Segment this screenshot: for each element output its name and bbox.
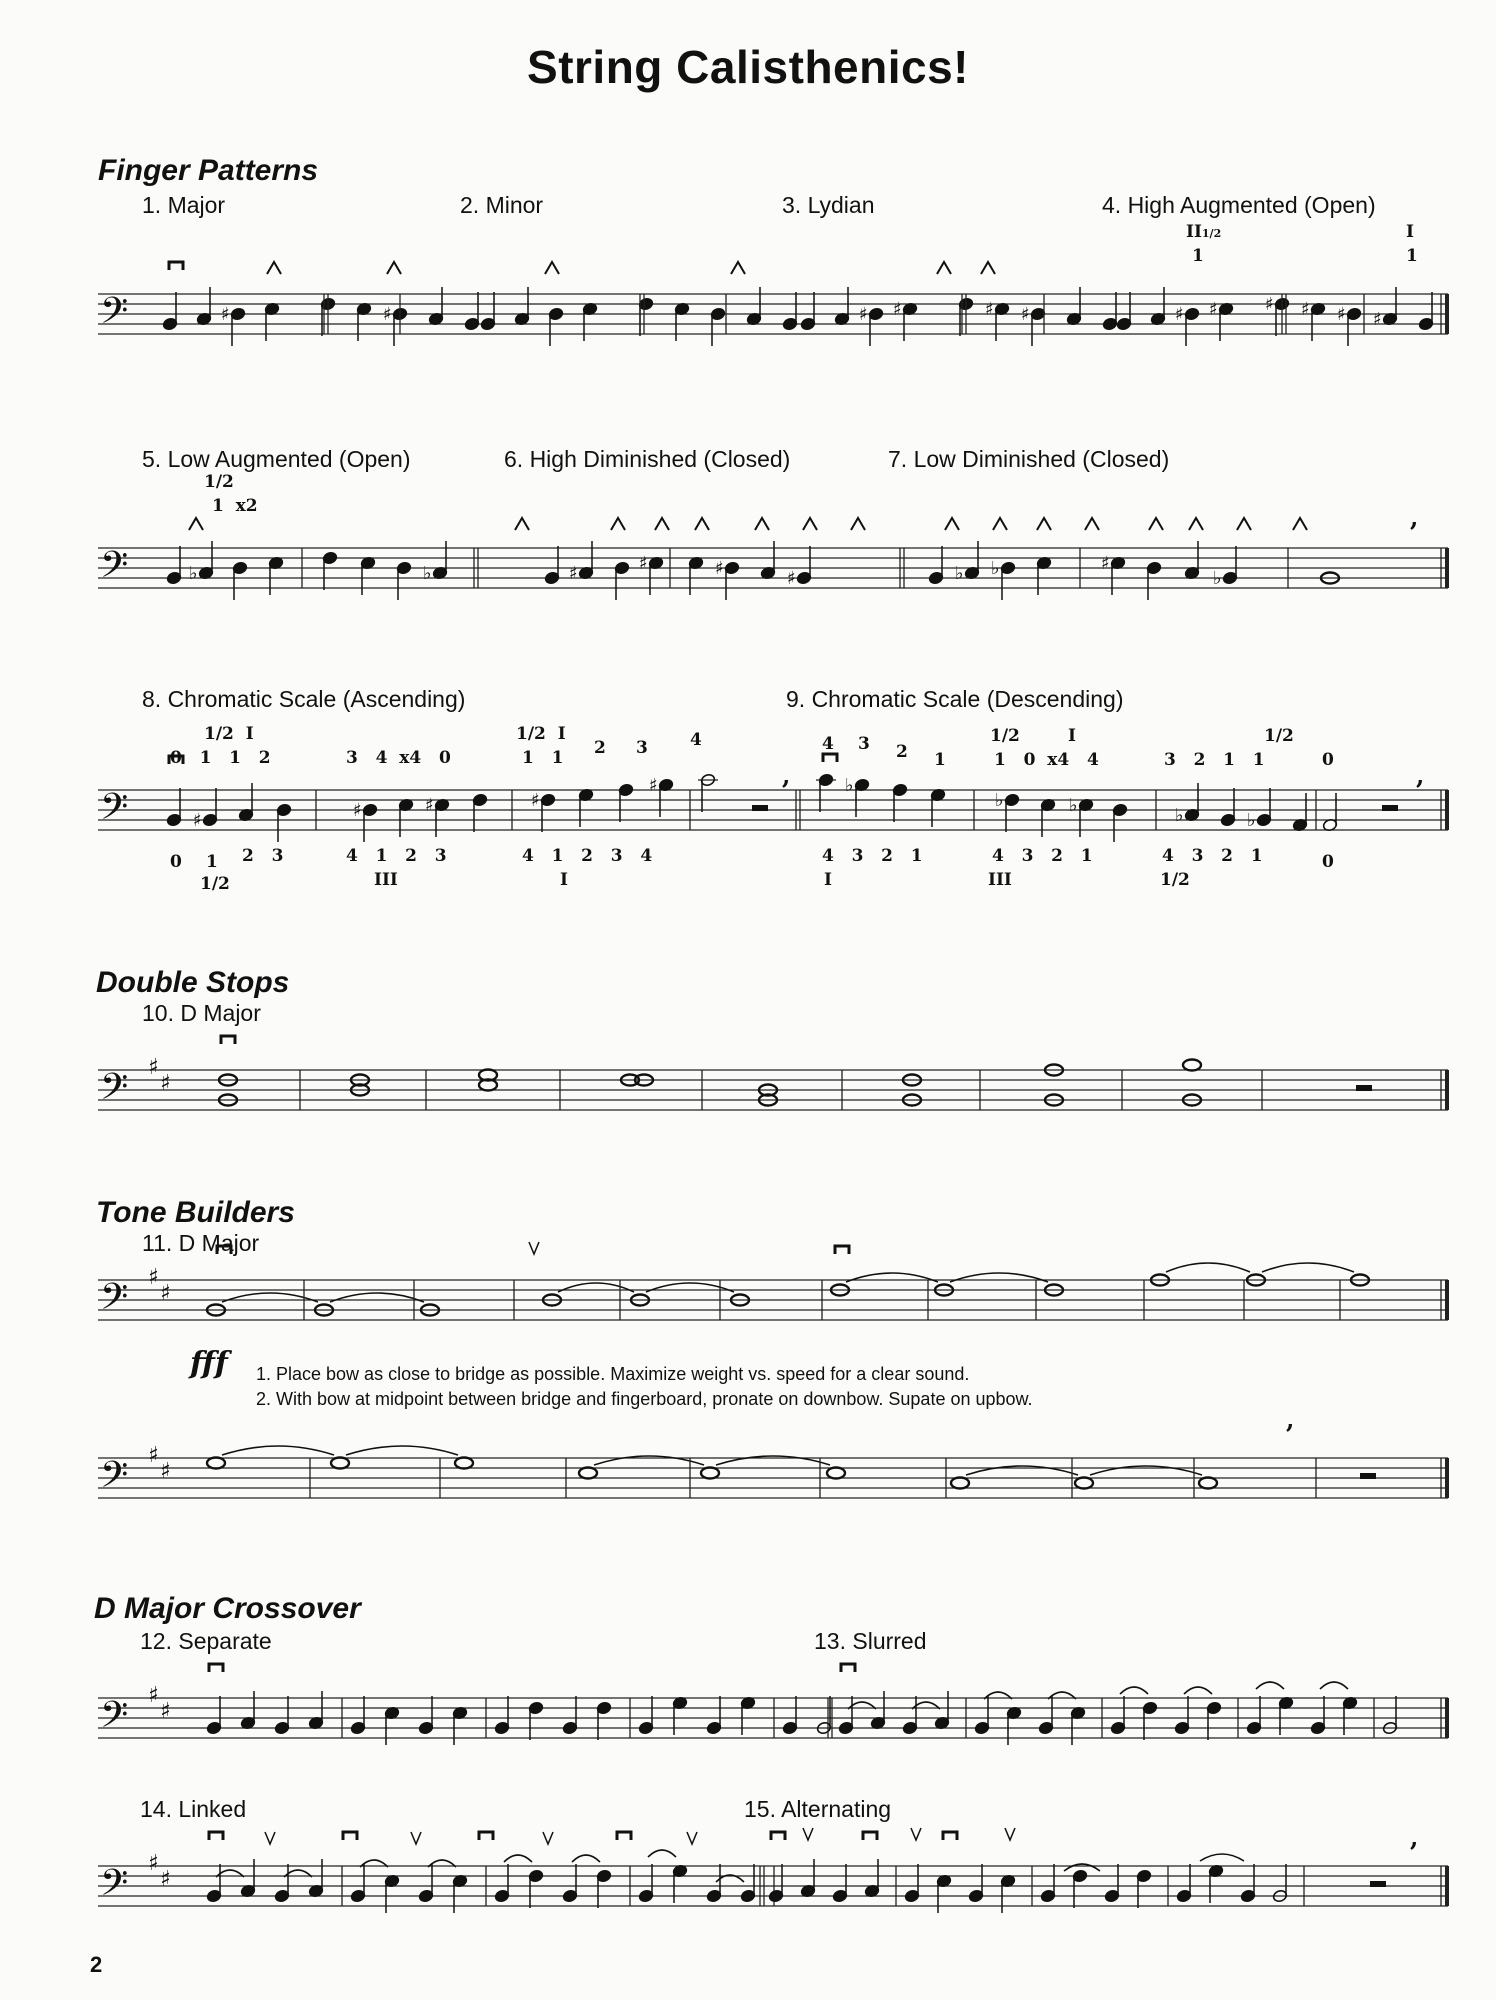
fingering-number: 4	[690, 730, 702, 750]
exercise-label-8: 8. Chromatic Scale (Ascending)	[142, 686, 466, 712]
slur	[716, 1456, 830, 1465]
staff-double-stops	[0, 1050, 1496, 1130]
fingering-position: 1/2	[200, 874, 230, 894]
section-finger-patterns: Finger Patterns	[98, 154, 319, 187]
slur	[1184, 1687, 1212, 1694]
exercise-label-15: 15. Alternating	[744, 1796, 892, 1822]
sharp-icon: ♯	[148, 1265, 159, 1290]
sharp-icon: ♯	[148, 1683, 159, 1708]
sharp-icon: ♯	[383, 304, 392, 325]
slur	[572, 1855, 600, 1862]
flat-icon: ♭	[1069, 795, 1078, 816]
upbow-icon	[265, 1832, 275, 1844]
fingering-position: 1/2	[1160, 870, 1190, 890]
fingering-number: 0	[1322, 750, 1334, 770]
fingering-numbers: 1 0 x4 4	[994, 750, 1099, 770]
exercise-label-4: 4. High Augmented (Open)	[1102, 192, 1376, 218]
instruction-1: 1. Place bow as close to bridge as possible. Maximize weight vs. speed for a clear sound.	[256, 1364, 970, 1384]
staff-crossover-2	[0, 1823, 1496, 1926]
whole-rest	[1356, 1085, 1372, 1091]
slur	[1262, 1263, 1354, 1272]
whole-note	[827, 1468, 845, 1479]
downbow-icon	[343, 1832, 357, 1840]
exercise-label-11: 11. D Major	[142, 1230, 260, 1256]
dynamic-marking: fff	[190, 1346, 228, 1381]
slur	[558, 1283, 634, 1292]
fingering-position: 1/2 I	[516, 724, 566, 744]
sharp-icon: ♯	[1021, 304, 1030, 325]
slur	[648, 1850, 676, 1857]
fingering-position: III	[988, 870, 1012, 890]
flat-icon: ♭	[423, 563, 432, 584]
bass-clef-icon: 𝄢	[100, 1276, 129, 1327]
final-barline	[1445, 1280, 1449, 1320]
fingering-numbers: 3 4 x4 0	[346, 748, 451, 768]
flat-icon: ♭	[189, 563, 198, 584]
fingering-numbers: 1 1	[522, 748, 564, 768]
sharp-icon: ♯	[531, 790, 540, 811]
sharp-icon: ♯	[160, 1699, 171, 1724]
upbow-icon	[803, 1828, 813, 1840]
fingering-position: III	[374, 870, 398, 890]
slur	[1166, 1263, 1250, 1272]
fingering-number: 1	[1192, 246, 1204, 266]
downbow-icon	[479, 1832, 493, 1840]
sharp-icon: ♯	[160, 1459, 171, 1484]
sharp-icon: ♯	[985, 299, 994, 320]
whole-note	[1075, 1478, 1093, 1489]
sharp-icon: ♯	[859, 304, 868, 325]
upbow-icon	[411, 1832, 421, 1844]
sharp-icon: ♯	[893, 299, 902, 320]
fingering-number: 3	[636, 738, 648, 758]
staff-chromatic	[0, 761, 1496, 850]
staff-crossover-1	[0, 1678, 1496, 1758]
bass-clef-icon: 𝄢	[100, 786, 129, 837]
bass-clef-icon: 𝄢	[100, 1454, 129, 1505]
fingering-numbers: 4 3 2 1	[822, 846, 923, 866]
sharp-icon: ♯	[1301, 299, 1310, 320]
final-barline	[1445, 548, 1449, 588]
fingering-position: 1/2	[1264, 726, 1294, 746]
page-number: 2	[90, 1952, 103, 1977]
exercise-label-3: 3. Lydian	[782, 192, 875, 218]
fingering-position: I	[824, 870, 832, 890]
sharp-icon: ♯	[160, 1071, 171, 1096]
accent-icon	[851, 518, 865, 530]
downbow-icon	[863, 1832, 877, 1840]
whole-rest	[1382, 805, 1398, 811]
bass-clef-icon: 𝄢	[100, 544, 129, 595]
sharp-icon: ♯	[1373, 309, 1382, 330]
fingering-number: 1	[206, 852, 218, 872]
fingering-number: 2	[896, 742, 908, 762]
downbow-icon	[823, 754, 837, 762]
accent-icon	[945, 518, 959, 530]
fingering-number: 1	[934, 750, 946, 770]
sharp-icon: ♯	[1175, 304, 1184, 325]
whole-note	[951, 1478, 969, 1489]
breath-mark-icon: ,	[1410, 1823, 1419, 1852]
flat-icon: ♭	[1213, 568, 1222, 589]
fingering-numbers: 3 2 1 1	[1164, 750, 1265, 770]
accent-icon	[1085, 518, 1099, 530]
fingering-numbers: 4 3 2 1	[992, 846, 1093, 866]
accent-icon	[1237, 518, 1251, 530]
slur	[1064, 1864, 1100, 1871]
final-barline	[1445, 294, 1449, 334]
breath-mark-icon: ,	[782, 761, 791, 790]
fingering-number: 2	[594, 738, 606, 758]
bass-clef-icon: 𝄢	[100, 290, 129, 341]
slur	[346, 1446, 458, 1455]
accent-icon	[267, 262, 281, 274]
exercise-label-14: 14. Linked	[140, 1796, 247, 1822]
slur	[1090, 1466, 1202, 1475]
slur	[1200, 1854, 1244, 1861]
accent-icon	[803, 518, 817, 530]
fingering-numbers: 0 1 1 2	[170, 748, 271, 768]
whole-note	[579, 1468, 597, 1479]
slur	[950, 1273, 1048, 1282]
bass-clef-icon: 𝄢	[100, 1862, 129, 1913]
accent-icon	[515, 518, 529, 530]
whole-rest	[752, 805, 768, 811]
downbow-icon	[209, 1664, 223, 1672]
accent-icon	[189, 518, 203, 530]
sharp-icon: ♯	[160, 1281, 171, 1306]
downbow-icon	[835, 1246, 849, 1254]
fingering-position: I	[1406, 222, 1414, 242]
final-barline	[1445, 1070, 1449, 1110]
slur	[1320, 1682, 1348, 1689]
sharp-icon: ♯	[1265, 294, 1274, 315]
fingering-number: 3	[858, 734, 870, 754]
accent-icon	[1149, 518, 1163, 530]
flat-icon: ♭	[955, 563, 964, 584]
fingering-numbers: 4 1 2 3	[346, 846, 447, 866]
accent-icon	[731, 262, 745, 274]
slur	[1256, 1682, 1284, 1689]
slur	[646, 1283, 734, 1292]
slur	[594, 1456, 704, 1465]
flat-icon: ♭	[1247, 810, 1256, 831]
accent-icon	[695, 518, 709, 530]
sharp-icon: ♯	[148, 1851, 159, 1876]
accent-icon	[545, 262, 559, 274]
fingering-position: 1/2 I	[204, 724, 254, 744]
whole-note	[701, 1468, 719, 1479]
slur	[330, 1293, 424, 1302]
final-barline	[1445, 1866, 1449, 1906]
accent-icon	[1293, 518, 1307, 530]
downbow-icon	[221, 1036, 235, 1044]
breath-mark-icon: ,	[1286, 1405, 1295, 1434]
sharp-icon: ♯	[1209, 299, 1218, 320]
accent-icon	[611, 518, 625, 530]
whole-rest	[1370, 1881, 1386, 1887]
exercise-label-6: 6. High Diminished (Closed)	[504, 446, 791, 472]
bass-clef-icon: 𝄢	[100, 1066, 129, 1117]
instruction-2: 2. With bow at midpoint between bridge and fingerboard, pronate on downbow. Supate on upbow.	[256, 1389, 1033, 1409]
accent-icon	[387, 262, 401, 274]
whole-note	[1199, 1478, 1217, 1489]
flat-icon: ♭	[1175, 805, 1184, 826]
accent-icon	[937, 262, 951, 274]
upbow-icon	[911, 1828, 921, 1840]
downbow-icon	[169, 262, 183, 270]
fingering-number: 0	[1322, 852, 1334, 872]
sharp-icon: ♯	[160, 1867, 171, 1892]
fingering-number: 0	[170, 852, 182, 872]
fingering-position: I	[1068, 726, 1076, 746]
whole-note	[1183, 1060, 1201, 1071]
upbow-icon	[687, 1832, 697, 1844]
sharp-icon: ♯	[148, 1055, 159, 1080]
downbow-icon	[209, 1832, 223, 1840]
section-tone-builders: Tone Builders	[96, 1196, 295, 1229]
accent-icon	[993, 518, 1007, 530]
whole-note	[207, 1458, 225, 1469]
fingering-numbers: 4 3 2 1	[1162, 846, 1263, 866]
slur	[966, 1466, 1078, 1475]
fingering-position: 1/2	[204, 472, 234, 492]
exercise-label-12: 12. Separate	[140, 1628, 272, 1654]
downbow-icon	[943, 1832, 957, 1840]
flat-icon: ♭	[995, 790, 1004, 811]
fingering-position: I	[560, 870, 568, 890]
upbow-icon	[543, 1832, 553, 1844]
exercise-label-7: 7. Low Diminished (Closed)	[888, 446, 1170, 472]
staff-tone-builders-1	[0, 1260, 1496, 1340]
accent-icon	[1037, 518, 1051, 530]
exercise-label-5: 5. Low Augmented (Open)	[142, 446, 411, 472]
sharp-icon: ♯	[787, 568, 796, 589]
fingering-position: II1/2	[1186, 222, 1222, 242]
sharp-icon: ♯	[425, 795, 434, 816]
fingering-number: 1 x2	[212, 496, 258, 516]
sharp-icon: ♯	[1101, 553, 1110, 574]
fingering-numbers: 4 1 2 3 4	[522, 846, 653, 866]
slur	[222, 1446, 334, 1455]
fingering-numbers: 2 3	[242, 846, 284, 866]
sharp-icon: ♯	[1337, 304, 1346, 325]
breath-mark-icon: ,	[1410, 503, 1419, 532]
final-barline	[1445, 790, 1449, 830]
exercise-label-1: 1. Major	[142, 192, 226, 218]
downbow-icon	[771, 1832, 785, 1840]
staff-tone-builders-2	[0, 1405, 1496, 1518]
exercise-label-10: 10. D Major	[142, 1000, 261, 1026]
downbow-icon	[841, 1664, 855, 1672]
whole-note	[331, 1458, 349, 1469]
accent-icon	[981, 262, 995, 274]
slur	[504, 1855, 532, 1862]
exercise-label-9: 9. Chromatic Scale (Descending)	[786, 686, 1124, 712]
flat-icon: ♭	[845, 775, 854, 796]
accent-icon	[1189, 518, 1203, 530]
staff-finger-patterns-1	[0, 274, 1496, 354]
sharp-icon: ♯	[639, 553, 648, 574]
whole-rest	[1360, 1473, 1376, 1479]
breath-mark-icon: ,	[1416, 761, 1425, 790]
sharp-icon: ♯	[148, 1443, 159, 1468]
sharp-icon: ♯	[649, 775, 658, 796]
sharp-icon: ♯	[193, 810, 202, 831]
accent-icon	[655, 518, 669, 530]
page-title: String Calisthenics!	[527, 41, 969, 93]
whole-note	[455, 1458, 473, 1469]
sharp-icon: ♯	[353, 800, 362, 821]
fingering-number: 4	[822, 734, 834, 754]
downbow-icon	[617, 1832, 631, 1840]
exercise-label-13: 13. Slurred	[814, 1628, 927, 1654]
sharp-icon: ♯	[715, 558, 724, 579]
section-d-major-crossover: D Major Crossover	[94, 1592, 361, 1625]
sharp-icon: ♯	[221, 304, 230, 325]
slur	[846, 1273, 938, 1282]
upbow-icon	[529, 1242, 539, 1254]
fingering-number: 1	[1406, 246, 1418, 266]
final-barline	[1445, 1458, 1449, 1498]
exercise-label-2: 2. Minor	[460, 192, 544, 218]
sharp-icon: ♯	[569, 563, 578, 584]
upbow-icon	[1005, 1828, 1015, 1840]
flat-icon: ♭	[991, 558, 1000, 579]
fingering-position: 1/2	[990, 726, 1020, 746]
final-barline	[1445, 1698, 1449, 1738]
bass-clef-icon: 𝄢	[100, 1694, 129, 1745]
accent-icon	[755, 518, 769, 530]
slur	[1120, 1687, 1148, 1694]
section-double-stops: Double Stops	[96, 966, 290, 999]
